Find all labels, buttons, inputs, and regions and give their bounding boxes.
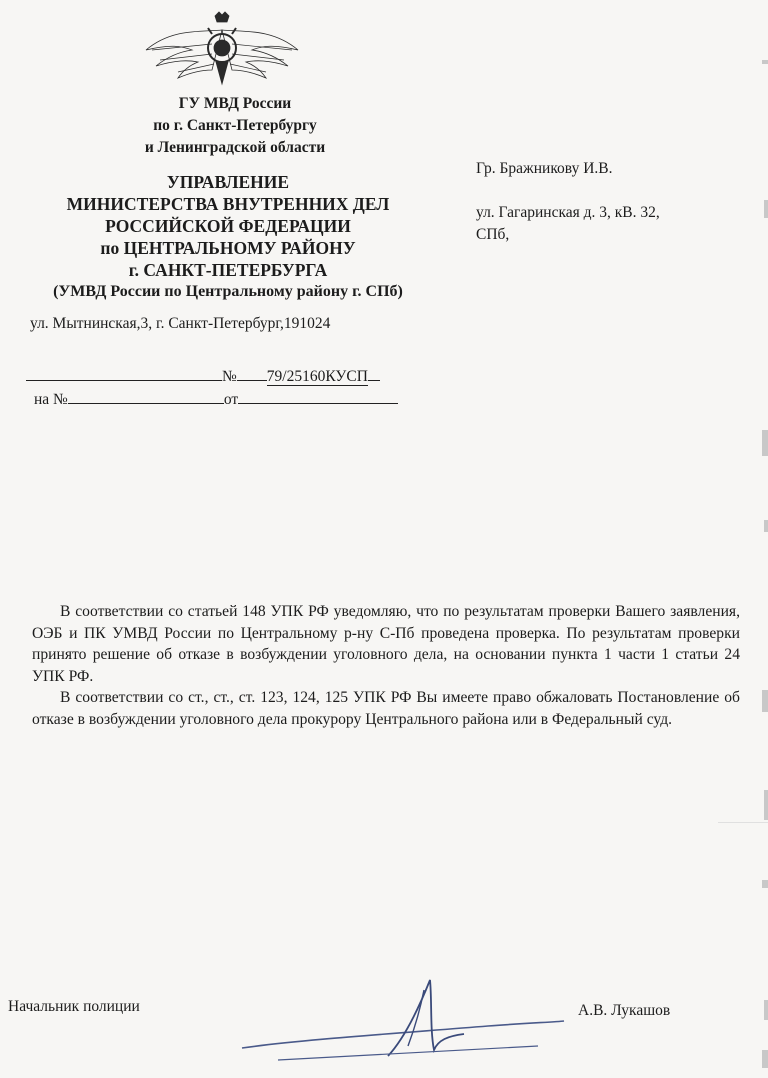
scan-edge-artifact <box>718 0 768 1078</box>
signatory-name: А.В. Лукашов <box>578 1002 671 1019</box>
department-line: г. САНКТ-ПЕТЕРБУРГА <box>128 260 328 280</box>
body-paragraph: В соответствии со ст., ст., ст. 123, 124, 125 УПК РФ Вы имеете право обжаловать Постановление об отказе в возбуждении уголовного дела прокурору Центрального района или в Федеральный суд. <box>32 689 740 728</box>
registration-number: 79/25160КУСП <box>266 368 368 385</box>
department-line: МИНИСТЕРСТВА ВНУТРЕННИХ ДЕЛ <box>66 194 390 214</box>
recipient-city: СПб, <box>476 226 510 243</box>
mvd-emblem-icon <box>142 10 302 88</box>
department-header <box>18 171 438 303</box>
department-line: УПРАВЛЕНИЕ <box>166 172 290 192</box>
department-line: РОССИЙСКОЙ ФЕДЕРАЦИИ <box>105 216 351 236</box>
ministry-line: и Ленинградской области <box>144 139 326 156</box>
signatory-position: Начальник полиции <box>8 998 140 1015</box>
ministry-line: ГУ МВД России <box>178 95 292 112</box>
reference-label: на № <box>34 391 68 408</box>
body-paragraph: В соответствии со статьей 148 УПК РФ уведомляю, что по результатам проверки Вашего заявления, ОЭБ и ПК УМВД России по Центральному р-ну С-Пб проведена проверка. По результатам проверки принято решение об отказе в возбуждении уголовного дела, на основании пункта 1 части 1 статьи 24 УПК РФ. <box>32 603 740 685</box>
ministry-line: по г. Санкт-Петербургу <box>153 117 317 134</box>
letter-body <box>32 601 740 730</box>
recipient-address: ул. Гагаринская д. 3, кВ. 32, <box>476 204 660 221</box>
recipient-name: Гр. Бражникову И.В. <box>476 160 613 177</box>
outgoing-number-line <box>26 366 380 386</box>
number-label: № <box>222 368 237 385</box>
department-abbr: (УМВД России по Центральному району г. СПб) <box>53 283 403 300</box>
ministry-header <box>80 93 390 159</box>
signature-icon <box>238 960 568 1070</box>
recipient-block <box>476 158 660 246</box>
department-line: по ЦЕНТРАЛЬНОМУ РАЙОНУ <box>100 238 356 258</box>
date-label: от <box>223 391 239 408</box>
reference-line <box>34 389 398 409</box>
sender-address: ул. Мытнинская,3, г. Санкт-Петербург,191024 <box>30 315 331 332</box>
